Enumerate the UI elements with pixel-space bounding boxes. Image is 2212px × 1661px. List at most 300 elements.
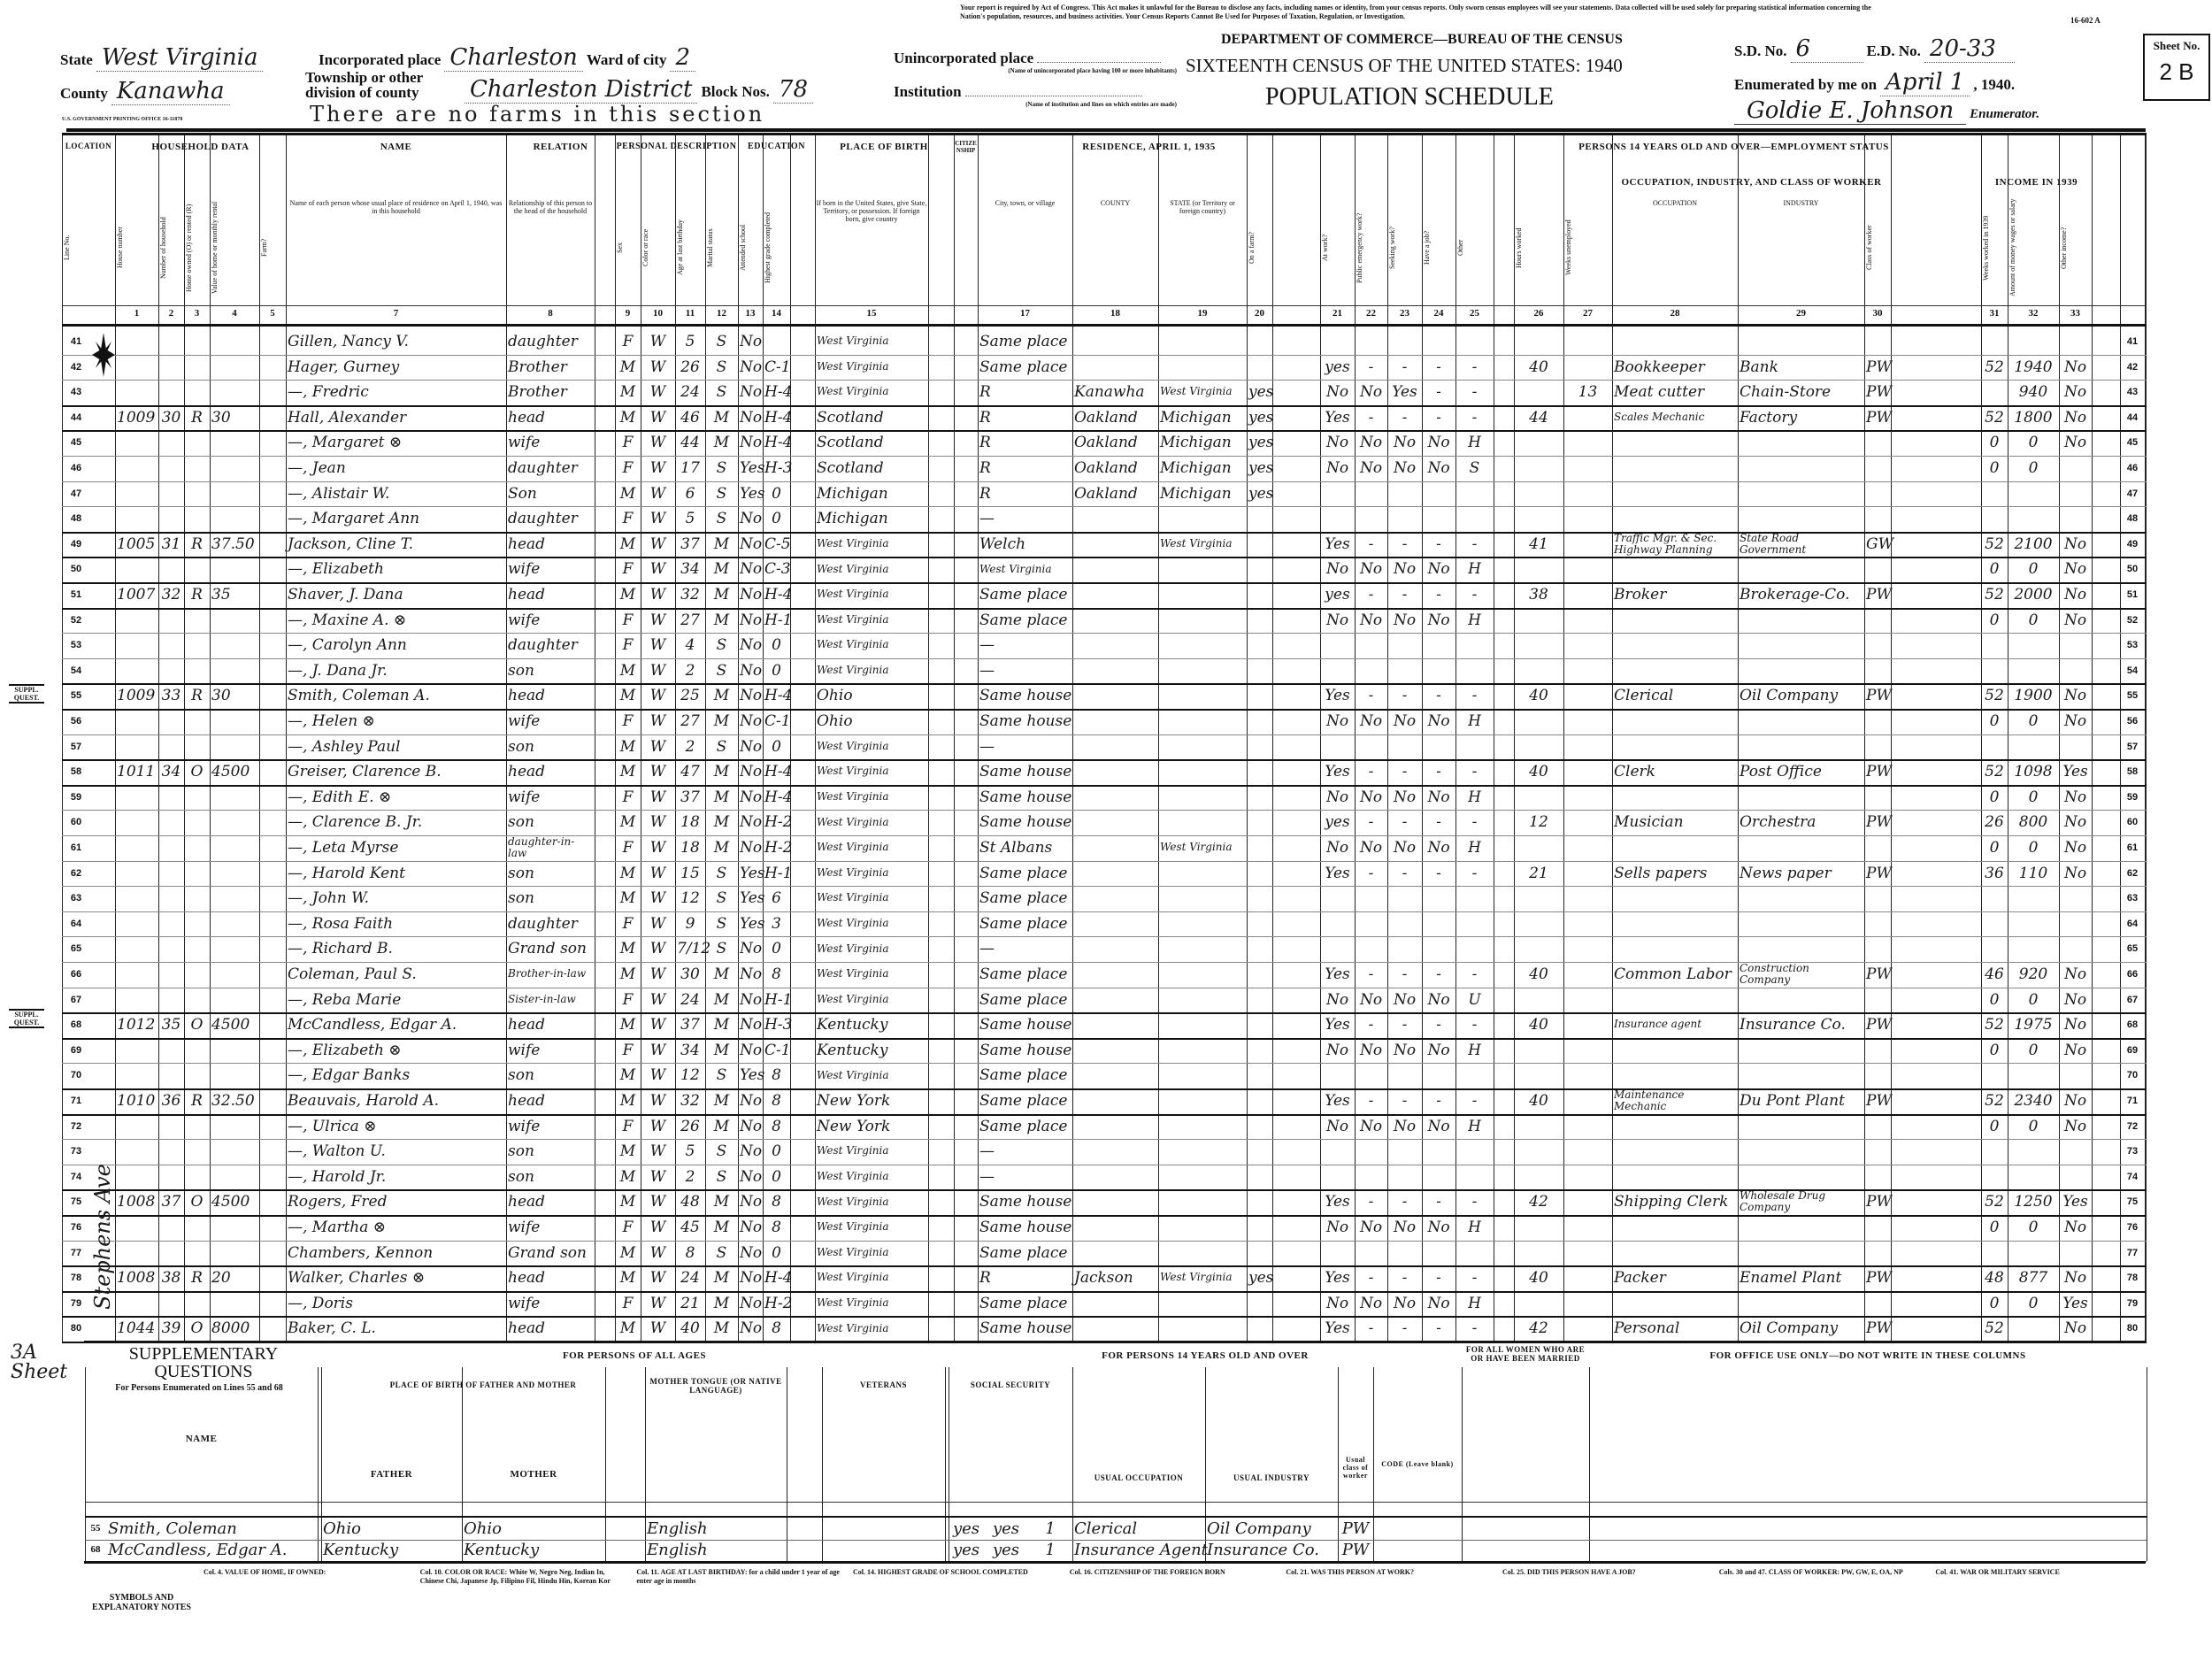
cell-c25: H	[1468, 839, 1481, 857]
cell-race: W	[649, 1066, 666, 1085]
cell-c21: No	[1325, 712, 1349, 730]
cell-name: Chambers, Kennon	[288, 1243, 434, 1262]
cell-income: 0	[2028, 434, 2039, 452]
cell-grade: H-4	[764, 788, 793, 806]
cell-sex: M	[619, 687, 636, 705]
cell-c24: -	[1436, 864, 1441, 882]
cell-race: W	[649, 889, 666, 908]
cell-race: W	[649, 661, 666, 680]
cell-c24: No	[1427, 839, 1450, 857]
cell-income: 877	[2018, 1269, 2048, 1288]
cell-other-income: No	[2063, 864, 2087, 882]
cell-other-income: No	[2063, 1219, 2087, 1236]
cell-race: W	[649, 1319, 666, 1338]
cell-line: 67	[70, 994, 82, 1005]
cell-sex: M	[619, 534, 636, 553]
cell-age: 4	[685, 636, 695, 655]
street-name: Stephens Ave	[90, 1164, 115, 1310]
cell-res-state: West Virginia	[1160, 1271, 1233, 1284]
cell-age: 15	[680, 864, 700, 882]
cell-line: 69	[70, 1044, 82, 1056]
cell-marital: S	[716, 484, 727, 503]
cell-name: —, J. Dana Jr.	[288, 661, 388, 680]
cell-line: 65	[70, 943, 82, 955]
cell-c21: No	[1325, 788, 1349, 806]
column-header-school: Attended school	[739, 224, 747, 272]
column-group-personal: PERSONAL DESCRIPTION	[616, 142, 737, 151]
all-ages-header: FOR PERSONS OF ALL AGES	[562, 1350, 707, 1361]
cell-race: W	[649, 333, 666, 350]
cell-name: —, Doris	[288, 1294, 353, 1312]
township-field	[465, 76, 813, 103]
supp-tongue-header: MOTHER TONGUE (OR NATIVE LANGUAGE)	[649, 1377, 782, 1395]
cell-c23: No	[1393, 788, 1417, 806]
cell-marital: S	[716, 914, 727, 933]
cell-relation: head	[508, 1016, 546, 1034]
cell-c21: No	[1325, 611, 1349, 629]
cell-c25: H	[1468, 560, 1481, 579]
cell-line: 78	[70, 1273, 82, 1284]
cell-birthplace: West Virginia	[817, 967, 889, 980]
sd-field	[1734, 35, 2015, 63]
cell-c21: No	[1325, 990, 1349, 1009]
column-number-res_state: 19	[1197, 308, 1208, 319]
cell-house: 1011	[117, 763, 156, 781]
cell-line-r: 75	[2126, 1196, 2139, 1208]
cell-grade: 8	[772, 1319, 781, 1338]
column-header-marital: Marital status	[706, 228, 714, 267]
cell-relation: head	[508, 534, 546, 553]
cell-c22: No	[1359, 1041, 1383, 1059]
column-number-res_farm: 20	[1255, 308, 1264, 319]
cell-c22: No	[1359, 1219, 1383, 1236]
cell-c25: -	[1471, 965, 1478, 983]
cell-res-farm: yes	[1248, 459, 1274, 477]
cell-line-r: 64	[2126, 918, 2139, 929]
cell-c22: -	[1368, 1193, 1374, 1211]
cell-grade: 0	[772, 940, 781, 958]
cell-c25: -	[1471, 1269, 1478, 1288]
supp-name-header: NAME	[185, 1434, 218, 1444]
cell-weeks: 0	[1989, 990, 2000, 1009]
cell-line: 50	[70, 564, 82, 575]
cell-c21: Yes	[1325, 1319, 1350, 1338]
cell-c23: -	[1402, 1016, 1408, 1034]
cell-birthplace: West Virginia	[817, 739, 889, 752]
cell-birthplace: West Virginia	[817, 1144, 889, 1157]
header-divider	[66, 128, 2146, 132]
cell-c24: -	[1436, 763, 1441, 781]
state-field	[60, 44, 263, 71]
column-header-birthplace: If born in the United States, give State, Territory, or possession. If foreign born, give country	[816, 199, 927, 223]
cell-line-r: 67	[2126, 994, 2139, 1005]
column-number-age: 11	[685, 308, 695, 319]
cell-other-income: Yes	[2062, 1193, 2088, 1211]
cell-race: W	[649, 864, 666, 882]
ed-value: 20-33	[1924, 35, 2015, 63]
cell-relation: head	[508, 1193, 546, 1211]
cell-line-r: 48	[2126, 513, 2139, 525]
cell-c25: H	[1468, 434, 1481, 452]
cell-race: W	[649, 788, 666, 806]
cell-weeks: 52	[1985, 534, 2004, 553]
cell-age: 18	[680, 813, 700, 832]
footer-note: Col. 14. HIGHEST GRADE OF SCHOOL COMPLETED	[853, 1568, 1028, 1576]
cell-line-r: 50	[2126, 564, 2139, 575]
supp-cell-class: PW	[1341, 1541, 1370, 1559]
cell-occupation: Clerical	[1614, 687, 1674, 705]
cell-school: No	[740, 990, 763, 1009]
ward-label: Ward of city	[586, 51, 667, 68]
cell-school: No	[740, 1041, 763, 1059]
cell-name: Jackson, Cline T.	[288, 534, 414, 553]
cell-name: —, Reba Marie	[288, 990, 402, 1009]
cell-age: 27	[680, 611, 700, 629]
cell-birthplace: New York	[817, 1117, 891, 1135]
cell-line-r: 79	[2126, 1297, 2139, 1309]
cell-c24: -	[1436, 1193, 1441, 1211]
cell-c22: No	[1359, 788, 1383, 806]
footer-note: Col. 21. WAS THIS PERSON AT WORK?	[1286, 1568, 1414, 1576]
cell-income: 0	[2028, 1219, 2039, 1236]
cell-c21: No	[1325, 383, 1349, 402]
cell-marital: M	[713, 1294, 730, 1312]
cell-sex: M	[619, 586, 636, 604]
cell-c21: Yes	[1325, 1092, 1350, 1110]
cell-res-city: R	[979, 459, 991, 477]
cell-occupation: Bookkeeper	[1614, 358, 1705, 376]
cell-c23: -	[1402, 1319, 1408, 1338]
column-group-location: LOCATION	[65, 142, 112, 150]
column-number-weeks: 31	[1989, 308, 2000, 319]
cell-c23: -	[1402, 1092, 1408, 1110]
cell-c21: No	[1325, 459, 1349, 477]
cell-birthplace: West Virginia	[817, 765, 889, 778]
cell-name: Rogers, Fred	[288, 1193, 388, 1211]
cell-birthplace: West Virginia	[817, 1321, 889, 1334]
column-number-race: 10	[653, 308, 663, 319]
cell-grade: 0	[772, 1142, 781, 1161]
cell-grade: H-2	[764, 839, 793, 857]
supp-number-rule	[85, 1502, 2147, 1503]
column-header-race: Color or race	[641, 228, 649, 267]
cell-res-city: Same house	[979, 788, 1072, 806]
cell-grade: H-4	[764, 763, 793, 781]
cell-school: No	[740, 560, 763, 579]
cell-relation: wife	[508, 1117, 541, 1135]
cell-weeks: 36	[1985, 864, 2004, 882]
cell-other-income: No	[2063, 839, 2087, 857]
cell-res-state: Michigan	[1160, 484, 1232, 503]
cell-line: 79	[70, 1297, 82, 1309]
cell-c25: H	[1468, 1294, 1481, 1312]
cell-relation: head	[508, 1319, 546, 1338]
cell-grade: H-4	[764, 1269, 793, 1288]
cell-line-r: 56	[2126, 716, 2139, 727]
cell-age: 25	[680, 687, 700, 705]
cell-line-r: 61	[2126, 842, 2139, 853]
cell-hh: 35	[161, 1016, 181, 1034]
cell-res-state: West Virginia	[1160, 537, 1233, 550]
star-mark-icon	[92, 333, 115, 377]
cell-c25: -	[1471, 1092, 1478, 1110]
cell-school: No	[740, 333, 763, 350]
cell-house: 1044	[117, 1319, 156, 1338]
cell-own: O	[190, 1193, 204, 1211]
cell-own: R	[191, 1269, 203, 1288]
cell-sex: F	[622, 1041, 634, 1059]
cell-line-r: 45	[2126, 437, 2139, 449]
cell-marital: M	[713, 990, 730, 1009]
cell-birthplace: West Virginia	[817, 385, 889, 398]
cell-race: W	[649, 1016, 666, 1034]
cell-line-r: 60	[2126, 817, 2139, 828]
cell-weeks: 0	[1989, 1041, 2000, 1059]
cell-line: 49	[70, 538, 82, 550]
cell-sex: M	[619, 1092, 636, 1110]
cell-weeks: 0	[1989, 788, 2000, 806]
column-header-res_state: STATE (or Territory or foreign country)	[1170, 199, 1235, 215]
cell-sex: M	[619, 484, 636, 503]
cell-c23: No	[1393, 1041, 1417, 1059]
cell-race: W	[649, 1167, 666, 1186]
cell-age: 47	[680, 763, 700, 781]
cell-c21: Yes	[1325, 1269, 1350, 1288]
cell-sex: M	[619, 889, 636, 908]
cell-c25: -	[1471, 408, 1478, 427]
cell-industry: Chain-Store	[1740, 383, 1832, 402]
cell-industry: State Road Government	[1740, 531, 1807, 556]
cell-school: Yes	[740, 889, 765, 908]
cell-sex: M	[619, 1193, 636, 1211]
cell-birthplace: West Virginia	[817, 1296, 889, 1310]
cell-c25: H	[1468, 1219, 1481, 1236]
column-header-value: Value of home or monthly rental	[211, 201, 219, 295]
enumerator-signature: Goldie E. Johnson	[1734, 97, 1966, 125]
cell-line: 75	[70, 1196, 82, 1208]
cell-name: McCandless, Edgar A.	[288, 1016, 457, 1034]
cell-line-r: 62	[2126, 867, 2139, 879]
cell-res-county: Oakland	[1074, 459, 1138, 477]
cell-c25: H	[1468, 788, 1481, 806]
cell-other-income: No	[2063, 358, 2087, 376]
cell-age: 9	[685, 914, 695, 933]
state-value: West Virginia	[96, 44, 264, 72]
cell-line-r: 55	[2126, 690, 2139, 702]
cell-line-r: 44	[2126, 411, 2139, 423]
printing-office: U.S. GOVERNMENT PRINTING OFFICE 16-11878	[62, 117, 183, 122]
cell-weeks: 0	[1989, 1117, 2000, 1135]
cell-name: —, Walton U.	[288, 1142, 386, 1161]
cell-industry: Enamel Plant	[1740, 1269, 1842, 1288]
sheet-label: Sheet No.	[2153, 39, 2200, 52]
cell-age: 44	[680, 434, 700, 452]
county-value: Kanawha	[111, 78, 230, 105]
cell-age: 5	[685, 333, 695, 350]
supp-column-divider	[822, 1367, 823, 1561]
supp-veterans-header: VETERANS	[859, 1380, 907, 1389]
cell-race: W	[649, 434, 666, 452]
cell-name: —, Rosa Faith	[288, 914, 394, 933]
cell-race: W	[649, 1243, 666, 1262]
cell-income: 0	[2028, 990, 2039, 1009]
cell-weeks: 52	[1985, 1016, 2004, 1034]
enumerated-date-field	[1734, 69, 2015, 96]
cell-value: 30	[211, 687, 231, 705]
incorporated-place-field	[319, 44, 695, 71]
cell-c22: -	[1368, 1092, 1374, 1110]
cell-res-city: Welch	[979, 534, 1026, 553]
cell-res-farm: yes	[1248, 408, 1274, 427]
cell-own: O	[190, 763, 204, 781]
column-header-c24: Have a job?	[1423, 230, 1431, 265]
cell-res-city: Same house	[979, 712, 1072, 730]
cell-line-r: 69	[2126, 1044, 2139, 1056]
cell-grade: 0	[772, 1167, 781, 1186]
cell-line: 58	[70, 766, 82, 778]
cell-race: W	[649, 1269, 666, 1288]
cell-class: PW	[1866, 965, 1892, 983]
cell-line: 70	[70, 1070, 82, 1081]
supp-cell-industry: Insurance Co.	[1207, 1541, 1319, 1559]
cell-line: 71	[70, 1096, 82, 1106]
cell-value: 35	[211, 586, 231, 604]
supp-cell-ss3: 1	[1045, 1541, 1056, 1559]
cell-res-city: R	[979, 1269, 991, 1288]
cell-weeks: 0	[1989, 434, 2000, 452]
cell-race: W	[649, 484, 666, 503]
cell-marital: S	[716, 661, 727, 680]
cell-own: R	[191, 586, 203, 604]
cell-line-r: 53	[2126, 640, 2139, 651]
cell-c21: Yes	[1325, 763, 1350, 781]
supp-code-header: CODE (Leave blank)	[1381, 1460, 1454, 1468]
cell-weeks: 52	[1985, 1193, 2004, 1211]
cell-sex: F	[622, 914, 634, 933]
cell-line-r: 70	[2126, 1070, 2139, 1081]
cell-c25: -	[1471, 813, 1478, 832]
column-number-value: 4	[232, 308, 237, 319]
column-number-c22: 22	[1366, 308, 1376, 319]
cell-res-city: —	[979, 510, 995, 528]
cell-race: W	[649, 1092, 666, 1110]
cell-other-income: Yes	[2062, 763, 2088, 781]
cell-age: 34	[680, 1041, 700, 1059]
cell-grade: H-4	[764, 408, 793, 427]
cell-own: R	[191, 408, 203, 427]
column-number-class: 30	[1872, 308, 1883, 319]
cell-school: No	[740, 1294, 763, 1312]
cell-line: 77	[70, 1247, 82, 1258]
cell-school: Yes	[740, 1066, 765, 1085]
supp-cell-tongue: English	[647, 1519, 708, 1538]
cell-relation: daughter	[508, 636, 578, 655]
cell-grade: 8	[772, 1117, 781, 1135]
women-header: FOR ALL WOMEN WHO ARE OR HAVE BEEN MARRIED	[1465, 1345, 1586, 1363]
cell-hh: 34	[161, 763, 181, 781]
cell-income: 0	[2028, 459, 2039, 477]
cell-hours: 42	[1529, 1319, 1548, 1338]
column-group-name: NAME	[380, 142, 412, 152]
cell-relation: Brother	[508, 383, 567, 402]
cell-sex: F	[622, 636, 634, 655]
cell-line: 48	[70, 513, 82, 525]
cell-c22: -	[1368, 687, 1374, 705]
cell-c25: -	[1471, 383, 1478, 402]
cell-res-state: Michigan	[1160, 434, 1232, 452]
cell-race: W	[649, 737, 666, 756]
cell-name: —, Elizabeth	[288, 560, 384, 579]
column-group-education: EDUCATION	[748, 142, 805, 151]
cell-c23: -	[1402, 687, 1408, 705]
cell-other-income: No	[2063, 687, 2087, 705]
cell-school: No	[740, 1167, 763, 1186]
cell-birthplace: West Virginia	[817, 359, 889, 373]
cell-relation: wife	[508, 1041, 541, 1059]
cell-res-city: Same house	[979, 1016, 1072, 1034]
supp-cell-line: 55	[90, 1523, 101, 1534]
cell-income: 0	[2028, 1117, 2039, 1135]
cell-school: No	[740, 687, 763, 705]
cell-c22: -	[1368, 408, 1374, 427]
cell-income: 940	[2018, 383, 2048, 402]
institution-label: Institution	[894, 83, 962, 100]
cell-grade: C-1	[764, 712, 791, 730]
cell-other-income: No	[2063, 1041, 2087, 1059]
cell-hours: 21	[1529, 864, 1548, 882]
cell-c24: No	[1427, 1117, 1450, 1135]
cell-age: 5	[685, 1142, 695, 1161]
cell-industry: Bank	[1740, 358, 1778, 376]
cell-weeks: 0	[1989, 839, 2000, 857]
cell-grade: H-1	[764, 864, 793, 882]
cell-c21: Yes	[1325, 408, 1350, 427]
cell-c24: No	[1427, 434, 1450, 452]
cell-marital: M	[713, 1041, 730, 1059]
cell-res-county: Kanawha	[1074, 383, 1145, 402]
cell-weeks-unemp: 13	[1578, 383, 1598, 402]
cell-race: W	[649, 914, 666, 933]
cell-sex: M	[619, 1016, 636, 1034]
cell-school: Yes	[740, 914, 765, 933]
cell-school: Yes	[740, 484, 765, 503]
cell-age: 37	[680, 534, 700, 553]
supp-cell-occupation: Insurance Agent	[1074, 1541, 1208, 1559]
cell-other-income: No	[2063, 383, 2087, 402]
cell-res-city: Same place	[979, 1294, 1068, 1312]
column-header-res_farm: On a farm?	[1248, 232, 1256, 264]
cell-school: No	[740, 510, 763, 528]
cell-c25: U	[1468, 990, 1481, 1009]
cell-res-county: Jackson	[1074, 1269, 1133, 1288]
cell-school: Yes	[740, 864, 765, 882]
cell-class: PW	[1866, 408, 1892, 427]
cell-hours: 38	[1529, 586, 1548, 604]
cell-res-city: Same house	[979, 687, 1072, 705]
cell-industry: Orchestra	[1740, 813, 1816, 832]
column-number-res_county: 18	[1110, 308, 1120, 319]
column-number-industry: 29	[1796, 308, 1806, 319]
cell-c23: -	[1402, 965, 1408, 983]
cell-c23: No	[1393, 1294, 1417, 1312]
cell-other-income: No	[2063, 534, 2087, 553]
column-group-household: HOUSEHOLD DATA	[151, 142, 250, 152]
cell-line: 61	[70, 842, 82, 853]
cell-other-income: No	[2063, 712, 2087, 730]
column-header-c25: Other	[1456, 239, 1464, 257]
cell-age: 27	[680, 712, 700, 730]
cell-industry: Construction Company	[1740, 961, 1809, 986]
